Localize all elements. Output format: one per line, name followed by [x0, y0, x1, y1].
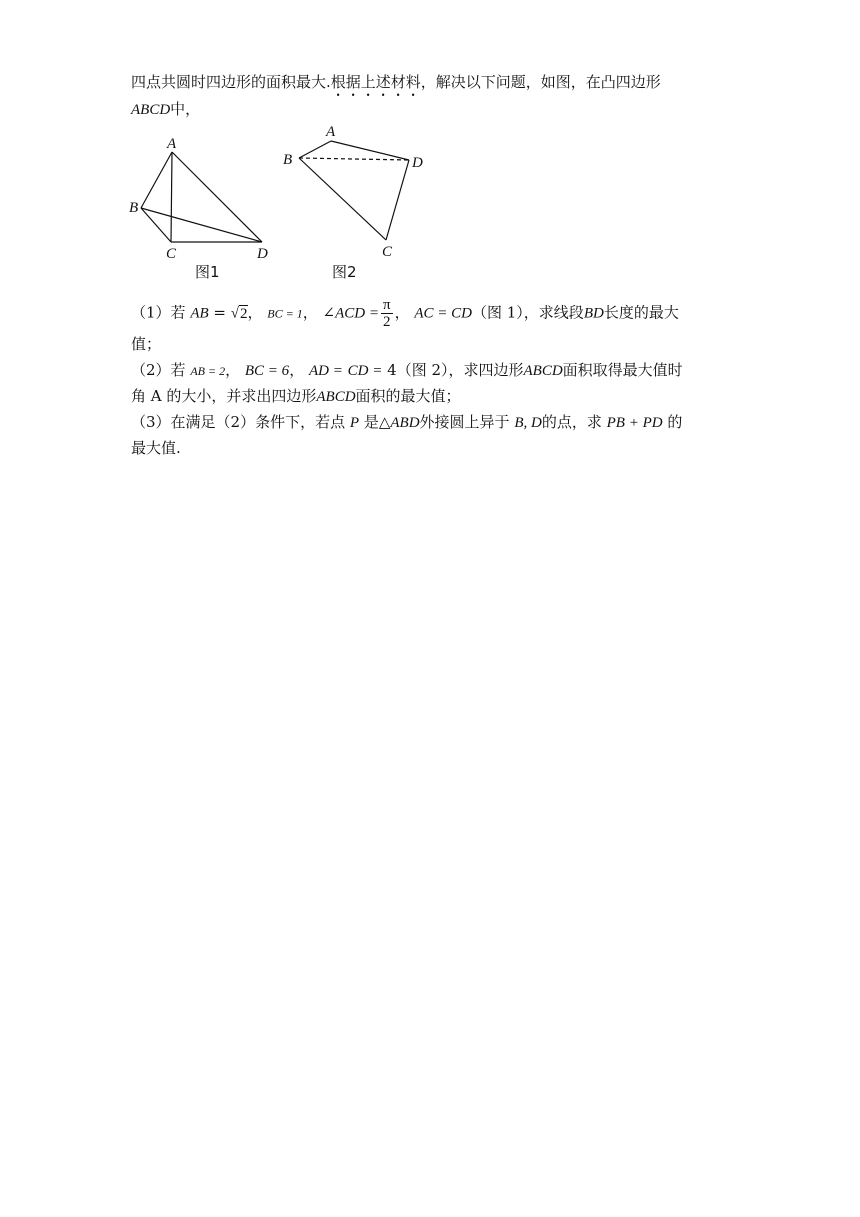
sqrt-symbol: √2 [230, 305, 248, 322]
q1-sep1: ， [247, 303, 263, 322]
fig1-edge-ab [141, 152, 172, 208]
q2-tail: （图 2），求四边形 [396, 361, 524, 379]
q1-fraction [381, 297, 393, 330]
q3-prefix: （3）在满足（2）条件下，若点 [131, 413, 346, 431]
q1-tail: （图 1），求线段 [472, 303, 584, 322]
intro-line-1 [131, 71, 661, 100]
q2-value: 4 [387, 361, 397, 379]
fig2-edge-cd [386, 160, 409, 240]
question-2-line-1 [131, 359, 683, 382]
fig2-label-b: B [283, 152, 293, 168]
fig1-label-c: C [166, 246, 177, 262]
q3-p: P [349, 415, 360, 431]
q2-prefix: （2）若 [131, 361, 186, 379]
q1-angle: ∠ACD = [322, 305, 379, 322]
fig1-edge-bd [141, 208, 262, 242]
q1-sep2: ， [302, 303, 318, 322]
question-3-line-2 [131, 437, 181, 459]
intro-text-a: 四点共圆时四边形的面积最大. [131, 73, 331, 91]
q1-sqrt-value: 2 [240, 305, 248, 322]
question-3-line-1 [131, 411, 682, 434]
q3-line2: 最大值. [131, 439, 181, 457]
q1-fraction-denominator: 2 [383, 314, 391, 330]
q2-line2b: 面积的最大值； [355, 387, 461, 405]
question-2-line-2 [131, 385, 461, 408]
fig2-label-a: A [326, 124, 336, 140]
fig1-label-b: B [129, 200, 139, 216]
q2-tail2: 面积取得最大值时 [562, 361, 683, 379]
q1-prefix: （1）若 [131, 303, 186, 322]
q1-tail2: 长度的最大 [603, 303, 679, 322]
question-1-line-1 [131, 297, 679, 330]
intro-text-c: 中， [170, 100, 201, 118]
intro-line-2 [131, 98, 200, 121]
q3-bd: B, D [514, 415, 542, 431]
fig2-edge-ad [331, 141, 409, 160]
q2-sep1: ， [225, 361, 241, 379]
q2-cd: CD = [347, 363, 383, 379]
q1-line2: 值； [131, 335, 162, 353]
q3-tail: 的 [667, 413, 683, 431]
quad-abcd-label: ABCD [131, 102, 171, 118]
q3-mid3: 的点，求 [541, 413, 602, 431]
q1-bc: BC = 1 [267, 306, 303, 321]
fig1-label-a: A [167, 136, 177, 152]
q3-expression: PB + PD [606, 415, 663, 431]
q2-ab: AB = 2 [190, 364, 226, 378]
fig1-label-d: D [257, 246, 268, 262]
q2-bc: BC = 6 [244, 363, 290, 379]
intro-dotted-text: 根据上述材料 [330, 73, 421, 91]
q1-bd: BD [583, 305, 604, 322]
q2-ad: AD = [308, 363, 343, 379]
fig2-caption: 图2 [332, 263, 357, 281]
q1-sep3: ， [394, 303, 410, 322]
q1-fraction-numerator: π [382, 297, 391, 313]
fig1-caption: 图1 [195, 263, 220, 281]
q2-sep2: ， [289, 361, 305, 379]
fig1-edge-ad [172, 152, 262, 242]
q1-ac-cd: AC = CD [414, 305, 472, 322]
q2-line2a: 角 A 的大小，并求出四边形 [131, 387, 317, 405]
q1-eq: = [208, 303, 231, 322]
fig2-label-c: C [382, 244, 393, 260]
fig2-edge-ab [299, 141, 331, 158]
fig1-edge-bc [141, 208, 171, 242]
q2-abcd-2: ABCD [316, 389, 356, 405]
intro-text-b: ，解决以下问题，如图，在凸四边形 [420, 73, 661, 91]
fig1-edge-ac [171, 152, 172, 242]
q3-mid: 是 [363, 413, 379, 431]
q2-abcd: ABCD [523, 363, 563, 379]
q3-triangle: △ABD [378, 415, 420, 431]
question-1-line-2 [131, 333, 161, 355]
figure-2 [275, 120, 475, 260]
fig2-label-d: D [412, 155, 423, 171]
q1-ab: AB [190, 305, 209, 322]
fig2-diagonal-bd [299, 158, 409, 160]
fig2-edge-bc [299, 158, 386, 240]
q3-mid2: 外接圆上异于 [419, 413, 510, 431]
